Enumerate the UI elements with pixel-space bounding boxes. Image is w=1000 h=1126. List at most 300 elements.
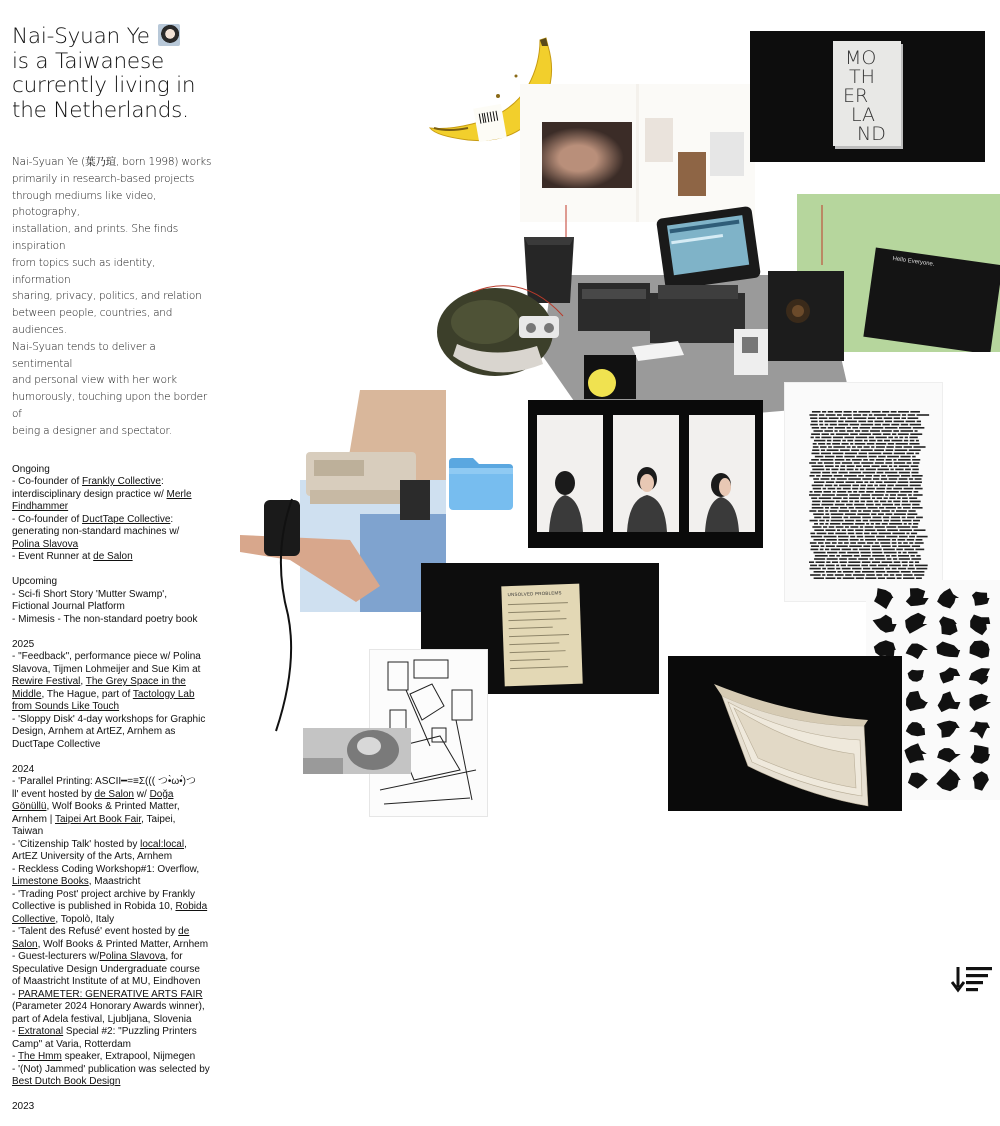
cv-line [12, 689, 212, 702]
portrait-triptych[interactable] [528, 400, 763, 548]
text-scribble [826, 414, 836, 416]
text-scribble [840, 469, 845, 471]
cv-text: ArtEZ University of the Arts, Arnhem [12, 851, 173, 863]
text-scribble [853, 414, 861, 416]
cv-link[interactable]: from Sounds Like Touch [12, 701, 120, 713]
text-scribble [819, 421, 823, 423]
text-scribble [868, 507, 878, 509]
sort-menu-icon[interactable] [951, 965, 993, 993]
text-scribble [810, 475, 815, 477]
text-scribble [907, 453, 914, 455]
bio-line: sharing, privacy, politics, and relation [12, 290, 202, 303]
text-scribble [830, 523, 840, 525]
cv-text: Slavova, Tijmen Lohmeijer and Sue Kim at [12, 663, 201, 675]
text-scribble [908, 510, 915, 512]
text-scribble [828, 488, 836, 490]
text-scribble [915, 478, 922, 480]
cv-text: : [170, 513, 174, 525]
text-scribble [892, 539, 896, 541]
text-scribble [875, 542, 879, 544]
cv-line [12, 901, 212, 914]
text-scribble [912, 475, 923, 477]
text-scribble [882, 424, 889, 426]
text-scribble [893, 459, 896, 461]
cv-section-upcoming [12, 576, 212, 626]
text-scribble [848, 533, 854, 535]
ink-blob [969, 668, 990, 685]
text-scribble [916, 440, 919, 442]
text-scribble [902, 520, 911, 522]
text-scribble [913, 427, 925, 429]
text-scribble [872, 517, 881, 519]
cv-link[interactable]: Salon [12, 938, 38, 950]
text-scribble [810, 520, 818, 522]
photo-book-spread[interactable] [520, 84, 755, 222]
text-scribble [872, 545, 880, 547]
text-scribble [890, 520, 900, 522]
cv-line [12, 701, 212, 714]
text-scribble [867, 488, 875, 490]
text-scribble [818, 443, 825, 445]
cv-link[interactable]: Polina Slavova [99, 951, 166, 963]
text-scribble [859, 549, 870, 551]
text-scribble [874, 501, 878, 503]
cv-text: Speculative Design Undergraduate course [12, 963, 200, 975]
bw-texture-photo[interactable] [303, 728, 411, 774]
text-scribble [867, 501, 873, 503]
text-scribble [826, 571, 836, 573]
text-scribble [822, 494, 835, 496]
text-scribble [881, 545, 890, 547]
text-scribble [883, 517, 889, 519]
text-scribble [872, 497, 875, 499]
bio-line: installation, and prints. She finds inspiration [12, 223, 179, 252]
text-scribble [827, 440, 831, 442]
text-scribble [858, 542, 866, 544]
ink-blob [874, 588, 893, 609]
text-scribble [845, 481, 854, 483]
cv-link[interactable]: PARAMETER: GENERATIVE ARTS FAIR [18, 988, 203, 1000]
text-scribble [876, 459, 884, 461]
book-photo [710, 132, 744, 176]
text-scribble [855, 529, 863, 531]
text-scribble [877, 497, 882, 499]
cv-link[interactable]: Findhammer [12, 501, 69, 513]
text-scribble [910, 485, 921, 487]
ink-blob [969, 721, 990, 739]
text-scribble [847, 469, 854, 471]
text-scribble [840, 449, 850, 451]
text-scribble [841, 555, 852, 557]
text-scribble [855, 443, 866, 445]
text-scribble [826, 561, 830, 563]
text-scribble [852, 488, 858, 490]
cv-text: - Co-founder of [12, 476, 83, 488]
text-scribble [903, 507, 911, 509]
text-scribble [865, 536, 875, 538]
text-scribble [850, 542, 856, 544]
text-scribble [908, 568, 915, 570]
text-scribble [863, 459, 868, 461]
text-scribble [861, 424, 874, 426]
text-scribble [862, 561, 871, 563]
text-scribble [824, 430, 833, 432]
text-scribble [869, 437, 874, 439]
text-scribble [825, 456, 835, 458]
text-scribble [831, 478, 835, 480]
text-scribble [899, 472, 910, 474]
text-scribble [817, 533, 827, 535]
text-scribble [892, 542, 897, 544]
cv-line [12, 514, 212, 527]
text-scribble [881, 475, 886, 477]
text-scribble [903, 574, 912, 576]
cv-text: DuctTape Collective [12, 738, 101, 750]
portrait-frame [537, 415, 603, 532]
cv-text: ll' event hosted by [12, 788, 95, 800]
ink-blob [970, 615, 990, 636]
text-scribble [847, 529, 853, 531]
cv-link[interactable]: The Hmm [17, 1051, 62, 1063]
text-scribble [843, 497, 847, 499]
text-scribble [822, 501, 834, 503]
cv-link[interactable]: The Grey Space in the [85, 676, 186, 688]
text-scribble [875, 424, 881, 426]
text-scribble [812, 449, 819, 451]
cv-line [12, 739, 212, 752]
text-scribble [814, 539, 825, 541]
text-scribble [853, 574, 865, 576]
folder-icon[interactable] [447, 456, 515, 512]
ink-blob [938, 691, 961, 712]
cv-link[interactable]: Frankly Collective [82, 476, 161, 488]
text-scribble [861, 501, 865, 503]
text-scribble [873, 433, 882, 435]
cable-artwork [262, 495, 302, 735]
text-scribble [891, 510, 894, 512]
text-scribble [813, 443, 817, 445]
cv-line [12, 489, 212, 502]
cv-text: - [12, 1026, 19, 1038]
text-scribble [820, 446, 827, 448]
cv-line [12, 864, 212, 877]
text-scribble [861, 494, 870, 496]
cv-text: - Sci-fi Short Story 'Mutter Swamp', [12, 588, 167, 600]
hello-everyone-book [863, 248, 1000, 352]
text-scribble [826, 481, 834, 483]
text-scribble [833, 497, 842, 499]
text-scribble [812, 526, 821, 528]
text-scribble [848, 478, 861, 480]
text-scribble [824, 421, 836, 423]
text-scribble [871, 549, 881, 551]
cv-link[interactable]: DuctTape Collective [82, 513, 171, 525]
cv-line [12, 876, 212, 889]
cv-line [12, 726, 212, 739]
cv-text: , for [165, 951, 183, 963]
cv-link[interactable]: Collective [12, 913, 56, 925]
text-scribble [838, 472, 847, 474]
text-scribble [827, 449, 839, 451]
cv-text: of Maastricht Institute of at MU, Eindhoven [12, 976, 201, 988]
text-scribble [901, 475, 910, 477]
text-scribble [881, 510, 889, 512]
text-scribble [814, 552, 826, 554]
cv-line [12, 714, 212, 727]
text-scribble [875, 523, 880, 525]
text-scribble [835, 411, 842, 413]
text-scribble [870, 520, 882, 522]
hello-book-title: Hello Everyone. [892, 255, 935, 268]
text-scribble [882, 523, 888, 525]
text-scribble [876, 443, 886, 445]
text-scribble [849, 494, 860, 496]
text-scribble [819, 424, 823, 426]
text-scribble [809, 462, 816, 464]
cv-link[interactable]: de Salon [93, 551, 133, 563]
text-scribble [861, 565, 868, 567]
cv-line [12, 939, 212, 952]
text-scribble [899, 437, 903, 439]
text-scribble [855, 501, 859, 503]
text-scribble [850, 517, 861, 519]
text-scribble [847, 430, 854, 432]
text-scribble [809, 568, 820, 570]
text-scribble [893, 558, 897, 560]
text-scribble [836, 501, 840, 503]
text-scribble [861, 555, 871, 557]
cv-link[interactable]: Gönüllü [12, 801, 47, 813]
text-scribble [856, 577, 864, 579]
text-scribble [912, 459, 920, 461]
text-scribble [836, 456, 843, 458]
cv-link[interactable]: Doğa [149, 788, 174, 800]
book-photo [645, 118, 673, 162]
text-scribble [872, 552, 882, 554]
cv-line [12, 889, 212, 902]
text-scribble [910, 501, 921, 503]
text-scribble [837, 529, 840, 531]
text-scribble [825, 507, 829, 509]
text-scribble [884, 574, 889, 576]
text-scribble [892, 433, 896, 435]
text-scribble [816, 561, 825, 563]
cv-section-title: 2023 [12, 1101, 35, 1113]
text-scribble [910, 440, 915, 442]
text-scribble [844, 475, 857, 477]
text-scribble [894, 453, 905, 455]
cv-section-2025 [12, 639, 212, 752]
motherland-book-photo[interactable] [750, 31, 985, 162]
ink-blob [937, 588, 959, 608]
text-scribble [877, 472, 884, 474]
cv-text: Camp" at Varia, Rotterdam [12, 1038, 131, 1050]
cv-line [12, 1001, 212, 1014]
text-scribble [863, 465, 870, 467]
text-scribble [914, 574, 924, 576]
text-scribble [840, 561, 847, 563]
text-scribble [875, 558, 885, 560]
text-scribble [896, 443, 908, 445]
ink-blob [874, 640, 896, 657]
text-print-page[interactable] [784, 382, 943, 602]
text-scribble [858, 421, 866, 423]
cv-link[interactable]: Polina Slavova [12, 538, 79, 550]
cv-link[interactable]: de Salon [94, 788, 134, 800]
text-scribble [829, 555, 835, 557]
text-scribble [824, 462, 834, 464]
text-scribble [911, 558, 921, 560]
text-scribble [917, 536, 928, 538]
text-scribble [895, 485, 908, 487]
text-scribble [910, 555, 914, 557]
text-scribble [860, 488, 865, 490]
text-scribble [855, 469, 858, 471]
text-scribble [899, 465, 909, 467]
text-scribble [810, 549, 818, 551]
text-scribble [828, 427, 833, 429]
text-scribble [839, 510, 849, 512]
ink-blob [970, 745, 990, 764]
cv-link[interactable]: Robida [175, 901, 208, 913]
text-scribble [862, 517, 871, 519]
cv-line [12, 539, 212, 552]
text-scribble [854, 462, 860, 464]
text-scribble [902, 414, 906, 416]
text-scribble [827, 443, 831, 445]
text-scribble [814, 529, 824, 531]
text-scribble [814, 481, 824, 483]
cv-link[interactable]: local:local [140, 838, 185, 850]
cv-line [12, 801, 212, 814]
text-scribble [863, 472, 875, 474]
text-scribble [822, 574, 825, 576]
text-scribble [872, 411, 881, 413]
text-scribble [851, 449, 859, 451]
text-scribble [839, 558, 847, 560]
text-scribble [820, 549, 824, 551]
text-scribble [898, 433, 909, 435]
text-scribble [907, 513, 917, 515]
text-scribble [912, 571, 924, 573]
helmet-device-artwork[interactable] [433, 276, 575, 386]
cv-link[interactable]: Rewire Festival [12, 676, 81, 688]
text-scribble [911, 472, 918, 474]
text-scribble [860, 469, 864, 471]
text-scribble [886, 536, 897, 538]
text-scribble [857, 446, 862, 448]
text-scribble [878, 577, 885, 579]
text-scribble [895, 504, 901, 506]
cv-text: speaker, Extrapool, Nijmegen [61, 1051, 196, 1063]
text-scribble [821, 453, 831, 455]
text-scribble [904, 523, 907, 525]
cv-link[interactable]: Taipei Art Book Fair [55, 813, 142, 825]
text-scribble [842, 549, 852, 551]
text-scribble [832, 453, 843, 455]
text-scribble [853, 411, 857, 413]
text-scribble [915, 453, 919, 455]
cv-link[interactable]: Best Dutch Book Design [12, 1076, 121, 1088]
text-scribble [850, 539, 859, 541]
ink-blob [970, 694, 992, 711]
ink-blob [906, 722, 925, 736]
cv-line [12, 989, 212, 1002]
text-scribble [832, 542, 837, 544]
text-scribble [855, 507, 866, 509]
text-scribble [845, 520, 854, 522]
text-scribble [911, 533, 917, 535]
text-scribble [884, 481, 896, 483]
text-scribble [874, 485, 878, 487]
text-scribble [887, 571, 900, 573]
cv-link[interactable]: Limestone Books [12, 876, 89, 888]
text-scribble [908, 523, 911, 525]
bio-line: primarily in research-based projects [12, 172, 195, 185]
cv-line [12, 676, 212, 689]
text-scribble [864, 446, 870, 448]
cv-line [12, 1014, 212, 1027]
cv-text: , [80, 676, 86, 688]
text-scribble [825, 529, 835, 531]
text-scribble [848, 561, 860, 563]
text-scribble [903, 552, 907, 554]
text-scribble [886, 459, 892, 461]
cv-link[interactable]: Merle [166, 488, 192, 500]
text-scribble [819, 417, 828, 419]
bio-line: and personal view with her work [12, 374, 177, 387]
text-scribble [859, 491, 865, 493]
headline-line-3: currently living in [12, 73, 196, 98]
cv-text: , The Hague, part of [41, 688, 133, 700]
text-scribble [894, 417, 900, 419]
text-scribble [887, 485, 893, 487]
folded-book-sculpture-photo[interactable] [668, 656, 902, 811]
text-scribble [871, 446, 874, 448]
text-scribble [810, 574, 821, 576]
text-scribble [909, 478, 913, 480]
text-scribble [899, 478, 908, 480]
text-scribble [903, 542, 908, 544]
unsolved-problems-book [501, 584, 582, 687]
ink-blob [937, 721, 960, 738]
ink-blob [939, 667, 960, 683]
cv-link[interactable]: Middle [12, 688, 42, 700]
cv-link[interactable]: Extratonal [18, 1026, 64, 1038]
text-scribble [910, 424, 921, 426]
text-scribble [896, 510, 907, 512]
cv-link[interactable]: de [178, 926, 190, 938]
cv-link[interactable]: Tactology Lab [132, 688, 195, 700]
text-scribble [910, 481, 922, 483]
text-scribble [844, 456, 855, 458]
cv-line [12, 614, 212, 627]
text-scribble [826, 520, 829, 522]
text-scribble [812, 507, 824, 509]
text-scribble [825, 577, 835, 579]
text-scribble [898, 526, 910, 528]
text-scribble [886, 491, 899, 493]
text-scribble [857, 536, 863, 538]
text-scribble [891, 555, 896, 557]
text-scribble [907, 517, 914, 519]
text-scribble [898, 545, 910, 547]
text-scribble [825, 513, 829, 515]
text-scribble [887, 529, 898, 531]
text-scribble [838, 421, 843, 423]
text-scribble [916, 555, 920, 557]
text-scribble [895, 437, 898, 439]
